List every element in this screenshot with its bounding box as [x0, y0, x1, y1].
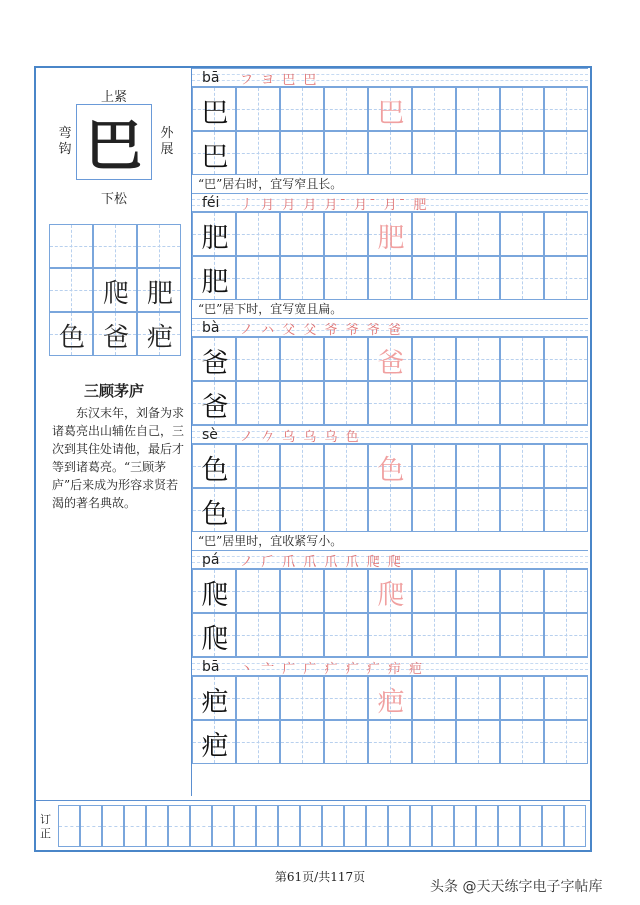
practice-cell[interactable]: [280, 613, 324, 657]
practice-cell[interactable]: [500, 444, 544, 488]
practice-cell[interactable]: [544, 488, 588, 532]
practice-cell[interactable]: [500, 256, 544, 300]
practice-cell[interactable]: [368, 131, 412, 175]
practice-cell[interactable]: [324, 131, 368, 175]
practice-cell[interactable]: [324, 720, 368, 764]
related-char-cell: [137, 312, 181, 356]
practice-cell[interactable]: [412, 256, 456, 300]
practice-cell[interactable]: [412, 444, 456, 488]
story-title: 三顾茅庐: [83, 382, 144, 400]
correction-cell[interactable]: [542, 805, 564, 847]
structure-left: 弯钩: [58, 126, 72, 157]
correction-cell[interactable]: [432, 805, 454, 847]
correction-cell[interactable]: [234, 805, 256, 847]
practice-cell[interactable]: [412, 337, 456, 381]
correction-cell[interactable]: [476, 805, 498, 847]
practice-cell[interactable]: [412, 676, 456, 720]
practice-cell[interactable]: [544, 131, 588, 175]
pinyin-row: [192, 318, 588, 337]
practice-cell[interactable]: [412, 569, 456, 613]
trace-char: 巴: [377, 97, 405, 129]
practice-cell[interactable]: [236, 87, 280, 131]
correction-cell[interactable]: [410, 805, 432, 847]
practice-cell[interactable]: [192, 444, 236, 488]
correction-cell[interactable]: [564, 805, 586, 847]
practice-row: [192, 256, 588, 300]
structure-bottom: 下松: [101, 192, 128, 207]
structure-top: 上紧: [101, 90, 128, 105]
model-practice-char: 爬: [201, 579, 229, 611]
practice-cell[interactable]: [456, 720, 500, 764]
practice-cell[interactable]: [456, 256, 500, 300]
trace-char: 肥: [377, 222, 405, 254]
practice-row: [192, 212, 588, 256]
correction-cell[interactable]: [278, 805, 300, 847]
trace-char: 爬: [377, 579, 405, 611]
pinyin: féi: [202, 195, 220, 211]
practice-cell[interactable]: [412, 488, 456, 532]
practice-cell[interactable]: [412, 87, 456, 131]
practice-cell[interactable]: [368, 569, 412, 613]
practice-cell[interactable]: [280, 444, 324, 488]
practice-cell[interactable]: [456, 569, 500, 613]
related-char: 爬: [102, 278, 129, 309]
practice-cell[interactable]: [324, 337, 368, 381]
story-text: 东汉末年，刘备为求诸葛亮出山辅佐自己，三次到其住处请他，最后才等到诸葛亮。“三顾茅庐”后来成为形容求贤若渴的著名典故。: [52, 406, 185, 510]
model-practice-char: 爬: [201, 623, 229, 655]
related-char-cell: [137, 268, 181, 312]
practice-row: [192, 87, 588, 131]
correction-cell[interactable]: [388, 805, 410, 847]
correction-cell[interactable]: [454, 805, 476, 847]
practice-cell[interactable]: [500, 337, 544, 381]
writing-tip: “巴”居下时，宜写宽且扁。: [198, 302, 343, 316]
practice-cell[interactable]: [192, 676, 236, 720]
related-char-cell: [49, 312, 93, 356]
pinyin-row: [192, 68, 588, 87]
practice-row: [192, 337, 588, 381]
stroke-order: フ ヨ 巴 巴: [240, 73, 319, 88]
related-char: 爸: [102, 322, 129, 353]
stroke-order: ノ ハ 父 父 爷 爷 爷 爸: [240, 323, 403, 338]
practice-row: [192, 676, 588, 720]
practice-cell[interactable]: [280, 569, 324, 613]
practice-cell[interactable]: [544, 87, 588, 131]
practice-cell[interactable]: [368, 676, 412, 720]
practice-cell[interactable]: [280, 488, 324, 532]
model-practice-char: 疤: [201, 730, 229, 762]
pinyin-row: [192, 550, 588, 569]
practice-cell[interactable]: [192, 131, 236, 175]
practice-cell[interactable]: [280, 131, 324, 175]
practice-cell[interactable]: [500, 488, 544, 532]
practice-cell[interactable]: [412, 720, 456, 764]
practice-cell[interactable]: [544, 676, 588, 720]
practice-cell[interactable]: [544, 613, 588, 657]
stroke-order: 丶 亠 广 广 疒 疒 疒 疖 疤: [240, 662, 425, 677]
structure-right: 外展: [160, 126, 174, 157]
model-practice-char: 疤: [201, 686, 229, 718]
practice-cell[interactable]: [236, 613, 280, 657]
practice-cell[interactable]: [236, 212, 280, 256]
practice-cell[interactable]: [324, 444, 368, 488]
practice-cell[interactable]: [192, 87, 236, 131]
practice-cell[interactable]: [412, 131, 456, 175]
pinyin-row: [192, 425, 588, 444]
practice-cell[interactable]: [368, 212, 412, 256]
practice-cell[interactable]: [544, 381, 588, 425]
practice-cell[interactable]: [500, 720, 544, 764]
practice-cell[interactable]: [236, 720, 280, 764]
related-char-cell: [137, 224, 181, 268]
practice-cell[interactable]: [544, 569, 588, 613]
practice-row: [192, 381, 588, 425]
related-char-cell: [93, 268, 137, 312]
correction-cell[interactable]: [80, 805, 102, 847]
practice-cell[interactable]: [236, 131, 280, 175]
correction-cell[interactable]: [322, 805, 344, 847]
pinyin-row: [192, 657, 588, 676]
correction-cell[interactable]: [146, 805, 168, 847]
practice-cell[interactable]: [192, 720, 236, 764]
model-practice-char: 巴: [201, 97, 229, 129]
correction-cell[interactable]: [300, 805, 322, 847]
practice-cell[interactable]: [324, 613, 368, 657]
model-practice-char: 色: [201, 454, 229, 486]
model-practice-char: 肥: [201, 266, 229, 298]
correction-cell[interactable]: [366, 805, 388, 847]
practice-cell[interactable]: [280, 212, 324, 256]
practice-cell[interactable]: [324, 87, 368, 131]
practice-cell[interactable]: [192, 381, 236, 425]
practice-cell[interactable]: [324, 381, 368, 425]
practice-cell[interactable]: [456, 131, 500, 175]
stroke-order: 丿 月 月 月 月ˉ 月ˉ 月ˉ 肥: [240, 198, 429, 213]
practice-cell[interactable]: [500, 381, 544, 425]
model-practice-char: 肥: [201, 222, 229, 254]
practice-cell[interactable]: [236, 676, 280, 720]
correction-cell[interactable]: [58, 805, 80, 847]
correction-cell[interactable]: [256, 805, 278, 847]
pinyin: bā: [202, 70, 220, 86]
practice-cell[interactable]: [456, 676, 500, 720]
practice-cell[interactable]: [280, 381, 324, 425]
practice-cell[interactable]: [368, 87, 412, 131]
pinyin-row: [192, 193, 588, 212]
practice-cell[interactable]: [456, 337, 500, 381]
pinyin: bà: [202, 320, 220, 336]
practice-row: [192, 569, 588, 613]
correction-cell[interactable]: [124, 805, 146, 847]
practice-cell[interactable]: [544, 256, 588, 300]
practice-cell[interactable]: [324, 488, 368, 532]
correction-cell[interactable]: [344, 805, 366, 847]
practice-cell[interactable]: [412, 212, 456, 256]
practice-cell[interactable]: [412, 381, 456, 425]
practice-cell[interactable]: [192, 337, 236, 381]
practice-cell[interactable]: [368, 256, 412, 300]
practice-cell[interactable]: [280, 256, 324, 300]
correction-cell[interactable]: [102, 805, 124, 847]
model-char: 巴: [86, 114, 142, 179]
practice-cell[interactable]: [236, 256, 280, 300]
model-practice-char: 色: [201, 498, 229, 530]
trace-char: 疤: [377, 686, 405, 718]
practice-cell[interactable]: [324, 676, 368, 720]
practice-cell[interactable]: [368, 613, 412, 657]
stroke-order: ノ 𠂆 爪 爪 爪 爪 爬 爬: [240, 555, 403, 570]
practice-row: [192, 488, 588, 532]
practice-cell[interactable]: [192, 613, 236, 657]
practice-cell[interactable]: [236, 381, 280, 425]
practice-row: [192, 720, 588, 764]
practice-cell[interactable]: [192, 488, 236, 532]
correction-cell[interactable]: [190, 805, 212, 847]
model-practice-char: 巴: [201, 141, 229, 173]
practice-cell[interactable]: [500, 87, 544, 131]
model-char-box: [76, 104, 152, 180]
watermark: 头条 @天天练字电子字帖库: [430, 879, 603, 895]
practice-cell[interactable]: [236, 444, 280, 488]
correction-cell[interactable]: [212, 805, 234, 847]
practice-cell[interactable]: [456, 613, 500, 657]
practice-cell[interactable]: [500, 613, 544, 657]
practice-cell[interactable]: [236, 337, 280, 381]
stroke-order: ノ 𠂊 乌 乌 乌 色: [240, 430, 361, 445]
practice-row: [192, 613, 588, 657]
correction-cell[interactable]: [520, 805, 542, 847]
correction-label: 订正: [40, 813, 51, 840]
writing-tip: “巴”居右时，宜写窄且长。: [198, 177, 343, 191]
practice-cell[interactable]: [544, 337, 588, 381]
practice-cell[interactable]: [280, 87, 324, 131]
related-char-cell: [49, 224, 93, 268]
practice-cell[interactable]: [456, 87, 500, 131]
practice-cell[interactable]: [500, 212, 544, 256]
correction-row: [36, 800, 590, 851]
practice-cell[interactable]: [368, 720, 412, 764]
practice-row: [192, 444, 588, 488]
pinyin: sè: [202, 427, 218, 443]
practice-cell[interactable]: [368, 337, 412, 381]
practice-cell[interactable]: [456, 381, 500, 425]
related-char-cell: [49, 268, 93, 312]
practice-cell[interactable]: [236, 488, 280, 532]
related-char-grid: [49, 224, 181, 356]
practice-cell[interactable]: [456, 444, 500, 488]
correction-cell[interactable]: [498, 805, 520, 847]
practice-cell[interactable]: [456, 212, 500, 256]
practice-cell[interactable]: [368, 488, 412, 532]
correction-cell[interactable]: [168, 805, 190, 847]
practice-cell[interactable]: [368, 444, 412, 488]
practice-cell[interactable]: [324, 569, 368, 613]
related-char: 色: [58, 322, 85, 353]
practice-cell[interactable]: [192, 569, 236, 613]
practice-cell[interactable]: [236, 569, 280, 613]
pinyin: bā: [202, 659, 220, 675]
trace-char: 爸: [377, 347, 405, 379]
practice-cell[interactable]: [368, 381, 412, 425]
trace-char: 色: [377, 454, 405, 486]
practice-cell[interactable]: [280, 337, 324, 381]
practice-row: [192, 131, 588, 175]
related-char-cell: [93, 224, 137, 268]
practice-cell[interactable]: [500, 131, 544, 175]
practice-cell[interactable]: [412, 613, 456, 657]
pinyin: pá: [202, 552, 220, 568]
practice-cell[interactable]: [280, 676, 324, 720]
model-practice-char: 爸: [201, 347, 229, 379]
related-char-cell: [93, 312, 137, 356]
practice-cell[interactable]: [544, 212, 588, 256]
practice-cell[interactable]: [324, 212, 368, 256]
related-char: 肥: [146, 278, 173, 309]
practice-cell[interactable]: [192, 212, 236, 256]
practice-cell[interactable]: [500, 569, 544, 613]
practice-cell[interactable]: [192, 256, 236, 300]
practice-cell[interactable]: [324, 256, 368, 300]
practice-cell[interactable]: [500, 676, 544, 720]
writing-tip: “巴”居里时，宜收紧写小。: [198, 534, 343, 548]
practice-cell[interactable]: [544, 444, 588, 488]
practice-cell[interactable]: [280, 720, 324, 764]
model-practice-char: 爸: [201, 391, 229, 423]
practice-cell[interactable]: [544, 720, 588, 764]
page-number: 第61页/共117页: [274, 870, 366, 884]
related-char: 疤: [146, 322, 173, 353]
practice-cell[interactable]: [456, 488, 500, 532]
